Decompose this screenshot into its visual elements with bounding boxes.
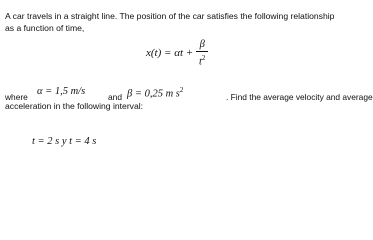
acceleration-text: acceleration in the following interval: [5, 101, 144, 111]
equation-lhs: x(t) = αt + [146, 47, 194, 59]
denominator-exponent: 2 [201, 53, 206, 62]
time-interval: t = 2 s y t = 4 s [32, 136, 97, 147]
equation-fraction [196, 39, 208, 68]
fraction-bar [196, 51, 208, 52]
denominator-base: t [198, 56, 202, 68]
fraction-numerator: β [199, 38, 205, 50]
alpha-value: α = 1,5 m/s [37, 86, 86, 97]
find-instruction: . Find the average velocity and average [226, 92, 373, 102]
problem-intro: A car travels in a straight line. The position of the car satisfies the following relationship as a function of time, [5, 11, 335, 33]
where-label: where [5, 92, 28, 102]
beta-text: β = 0,25 m s [127, 88, 180, 100]
position-equation [146, 37, 208, 69]
and-label: and [108, 92, 122, 102]
fraction-denominator [199, 53, 205, 68]
beta-value [127, 86, 183, 100]
beta-exponent: 2 [179, 86, 184, 94]
